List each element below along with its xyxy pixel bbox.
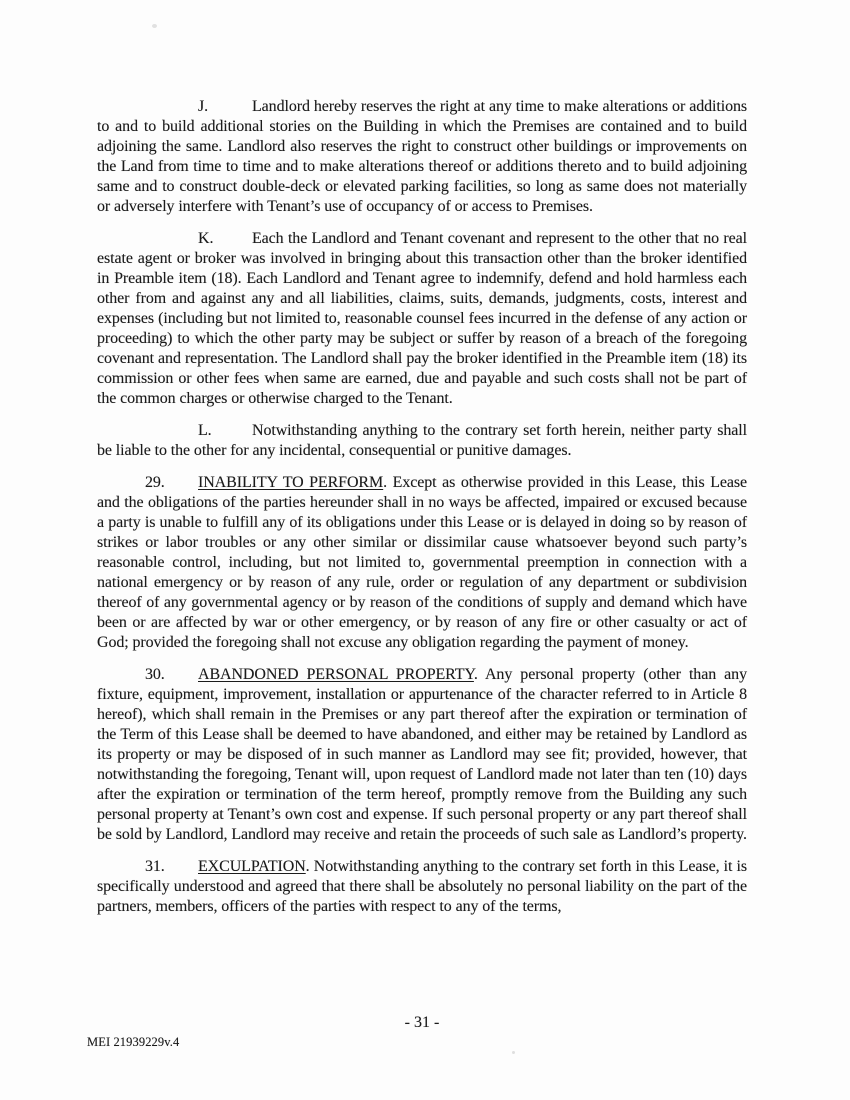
paragraph-text: Each the Landlord and Tenant covenant and represent to the other that no real estate agent or broker was involved in bringing about this transaction other than the broker identified in Preamble item (18). Each Landlord and Tenant agree to indemnify, defend and hold harmless each other from and against any and all liabilities, claims, suits, demands, judgments, costs, interest and expenses (including but not limited to, reasonable counsel fees incurred in the defense of any action or proceeding) to which the other party may be subject or suffer by reason of a breach of the foregoing covenant and representation. The Landlord shall pay the broker identified in the Preamble item (18) its commission or other fees when same are earned, due and payable and such costs shall not be part of the common charges or otherwise charged to the Tenant. bbox=[97, 230, 747, 407]
heading-period: . bbox=[473, 666, 478, 683]
paragraph-label: L. bbox=[198, 422, 212, 439]
section-text: Except as otherwise provided in this Lease, this Lease and the obligations of the parties hereunder shall in no ways be affected, impaired or excused because a party is unable to fulfill any of its obligations under this Lease or is delayed in doing so by reason of strikes or labor troubles or any other similar or dissimilar cause whatsoever beyond such party’s reasonable control, including, but not limited to, governmental preemption in connection with a national emergency or by reason of any rule, order or regulation of any department or subdivision thereof of any governmental agency or by reason of the conditions of supply and demand which have been or are affected by war or other emergency, or by reason of any fire or other casualty or act of God; provided the foregoing shall not excuse any obligation regarding the payment of money. bbox=[97, 474, 747, 651]
paragraph-label: K. bbox=[198, 230, 214, 247]
paragraph-text: Notwithstanding anything to the contrary set forth herein, neither party shall be liable to the other for any incidental, consequential or punitive damages. bbox=[97, 422, 747, 459]
section-number: 31. bbox=[145, 858, 165, 875]
scan-artifact bbox=[512, 1051, 515, 1054]
section-30-abandoned-personal-property bbox=[97, 665, 747, 845]
scan-artifact bbox=[152, 24, 157, 28]
paragraph-label: J. bbox=[198, 98, 209, 115]
section-heading: INABILITY TO PERFORM bbox=[198, 474, 384, 491]
section-heading: EXCULPATION bbox=[198, 858, 306, 875]
section-heading: ABANDONED PERSONAL PROPERTY bbox=[198, 666, 474, 683]
section-number: 29. bbox=[145, 474, 165, 491]
section-31-exculpation bbox=[97, 857, 747, 917]
document-id-stamp: MEI 21939229v.4 bbox=[87, 1035, 180, 1049]
heading-period: . bbox=[383, 474, 388, 491]
page-number: - 31 - bbox=[404, 1014, 440, 1031]
document-body bbox=[97, 97, 747, 929]
paragraph-l bbox=[97, 421, 747, 461]
section-number: 30. bbox=[145, 666, 165, 683]
paragraph-j bbox=[97, 97, 747, 217]
section-29-inability-to-perform bbox=[97, 473, 747, 653]
heading-period: . bbox=[305, 858, 310, 875]
section-text: Any personal property (other than any fixture, equipment, improvement, installation or appurtenance of the character referred to in Article 8 hereof), which shall remain in the Premises or any part thereof after the expiration or termination of the Term of this Lease shall be deemed to have abandoned, and either may be retained by Landlord as its property or may be disposed of in such manner as Landlord may see fit; provided, however, that notwithstanding the foregoing, Tenant will, upon request of Landlord made not later than ten (10) days after the expiration or termination of the term hereof, promptly remove from the Building any such personal property at Tenant’s own cost and expense. If such personal property or any part thereof shall be sold by Landlord, Landlord may receive and retain the proceeds of such sale as Landlord’s property. bbox=[97, 666, 747, 843]
paragraph-text: Landlord hereby reserves the right at any time to make alterations or additions to and to build additional stories on the Building in which the Premises are contained and to build adjoining the same. Landlord also reserves the right to construct other buildings or improvements on the Land from time to time and to make alterations thereof or additions thereto and to build adjoining same and to construct double-deck or elevated parking facilities, so long as same does not materially or adversely interfere with Tenant’s use of occupancy of or access to Premises. bbox=[97, 98, 747, 215]
paragraph-k bbox=[97, 229, 747, 409]
section-text: Notwithstanding anything to the contrary set forth in this Lease, it is specifically understood and agreed that there shall be absolutely no personal liability on the part of the partners, members, officers of the parties with respect to any of the terms, bbox=[97, 858, 747, 915]
